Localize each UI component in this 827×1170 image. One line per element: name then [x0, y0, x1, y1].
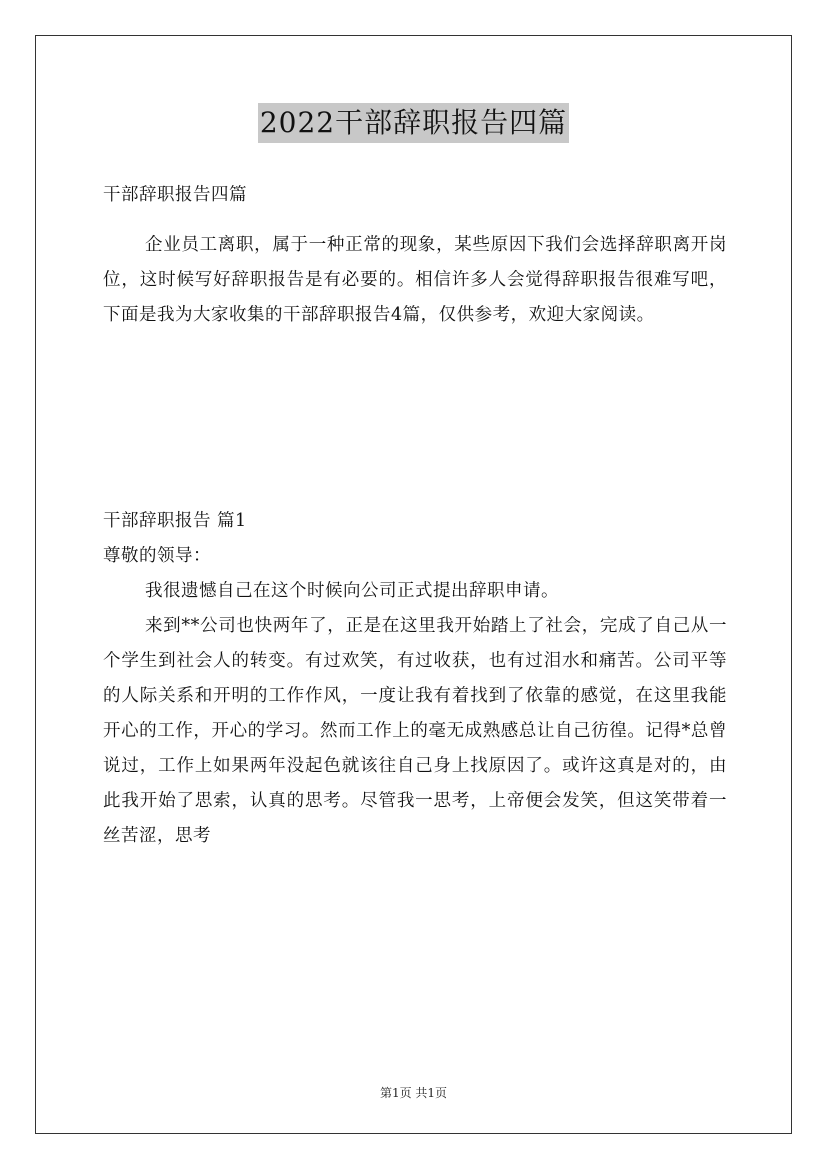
salutation: 尊敬的领导： [103, 546, 211, 566]
subtitle-block [103, 178, 727, 213]
intro-paragraph: 企业员工离职，属于一种正常的现象，某些原因下我们会选择辞职离开岗位，这时候写好辞职报告是有必要的。相信许多人会觉得辞职报告很难写吧，下面是我为大家收集的干部辞职报告4篇，仅供参考，欢迎大家阅读。 [103, 235, 727, 325]
document-subtitle: 干部辞职报告四篇 [103, 185, 247, 205]
page-footer [0, 1084, 827, 1101]
document-title: 2022干部辞职报告四篇 [258, 103, 569, 143]
title-container [0, 103, 827, 143]
intro-block [103, 228, 727, 333]
section-heading: 干部辞职报告 篇1 [103, 511, 247, 531]
page-number-label: 第1页 共1页 [379, 1086, 448, 1100]
body-paragraph-1: 我很遗憾自己在这个时候向公司正式提出辞职申请。 [145, 581, 559, 601]
section-block [103, 504, 727, 854]
body-paragraph-2: 来到**公司也快两年了，正是在这里我开始踏上了社会，完成了自己从一个学生到社会人的转变。有过欢笑，有过收获，也有过泪水和痛苦。公司平等的人际关系和开明的工作作风，一度让我有着找到了依靠的感觉，在这里我能开心的工作，开心的学习。然而工作上的毫无成熟感总让自己彷徨。记得*总曾说过，工作上如果两年没起色就该往自己身上找原因了。或许这真是对的，由此我开始了思索，认真的思考。尽管我一思考，上帝便会发笑，但这笑带着一丝苦涩，思考 [103, 616, 727, 846]
